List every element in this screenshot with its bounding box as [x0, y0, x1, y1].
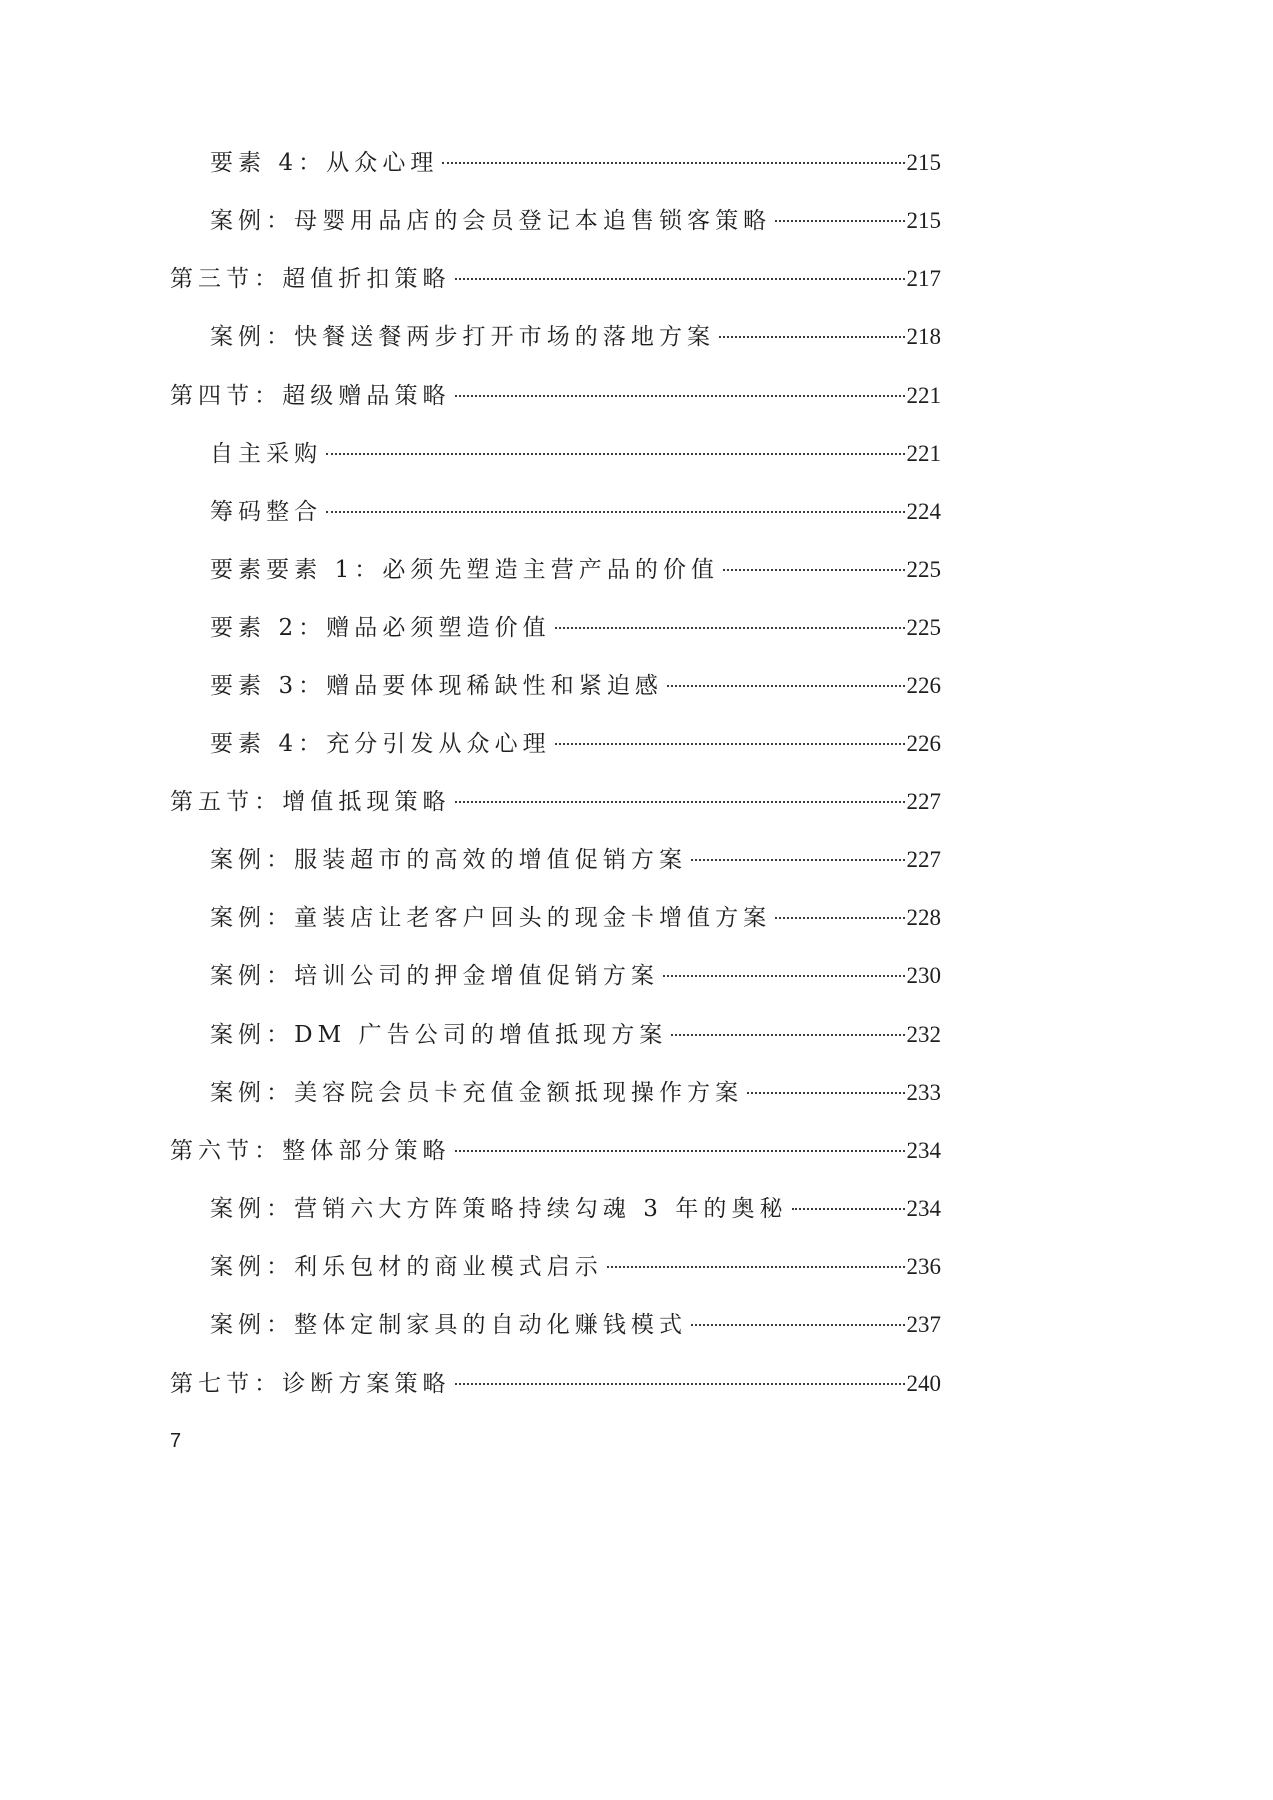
- page-number: 7: [170, 1430, 182, 1452]
- dot-leader: [455, 801, 905, 803]
- dot-leader: [326, 511, 904, 513]
- toc-entry-title: 要素 3：赠品要体现稀缺性和紧迫感: [210, 673, 663, 699]
- toc-entry-page: 215: [906, 208, 941, 233]
- toc-entry-page: 221: [906, 383, 941, 408]
- toc-entry-title: 案例：童装店让老客户回头的现金卡增值方案: [210, 905, 772, 931]
- toc-entry[interactable]: [210, 553, 941, 587]
- dot-leader: [555, 627, 905, 629]
- toc-entry-page: 218: [906, 324, 941, 349]
- toc-entry-page: 226: [906, 731, 941, 756]
- dot-leader: [723, 569, 904, 571]
- toc-entry[interactable]: [170, 262, 941, 296]
- toc-entry-title: 第四节：超级赠品策略: [170, 383, 451, 409]
- dot-leader: [775, 917, 904, 919]
- dot-leader: [747, 1092, 904, 1094]
- toc-entry[interactable]: [210, 495, 941, 529]
- dot-leader: [326, 453, 904, 455]
- toc-entry-title: 筹码整合: [210, 499, 323, 525]
- toc-entry[interactable]: [170, 1367, 941, 1401]
- toc-entry-title: 案例：整体定制家具的自动化赚钱模式: [210, 1312, 688, 1338]
- toc-entry-page: 232: [906, 1022, 941, 1047]
- toc-entry[interactable]: [210, 1076, 941, 1110]
- toc-entry-title: 要素 4：从众心理: [210, 150, 439, 176]
- toc-entry[interactable]: [210, 1308, 941, 1342]
- toc-entry[interactable]: [210, 320, 941, 354]
- dot-leader: [455, 1150, 905, 1152]
- dot-leader: [775, 220, 904, 222]
- toc-entry[interactable]: [210, 437, 941, 471]
- toc-entry-title: 案例：利乐包材的商业模式启示: [210, 1254, 603, 1280]
- toc-entry-title: 第六节：整体部分策略: [170, 1138, 451, 1164]
- toc-entry[interactable]: [210, 146, 941, 180]
- dot-leader: [719, 336, 904, 338]
- dot-leader: [555, 743, 905, 745]
- toc-entry-page: 230: [906, 963, 941, 988]
- toc-entry-page: 217: [906, 266, 941, 291]
- toc-entry-title: 案例：服装超市的高效的增值促销方案: [210, 847, 688, 873]
- toc-entry[interactable]: [210, 1018, 941, 1052]
- toc-entry-page: 228: [906, 905, 941, 930]
- toc-entry-page: 227: [906, 789, 941, 814]
- toc-entry-page: 225: [906, 615, 941, 640]
- toc-entry[interactable]: [210, 1250, 941, 1284]
- toc-entry-title: 自主采购: [210, 441, 323, 467]
- toc-entry-title: 案例：快餐送餐两步打开市场的落地方案: [210, 324, 716, 350]
- toc-entry-page: 234: [906, 1138, 941, 1163]
- dot-leader: [455, 278, 905, 280]
- toc-entry-title: 第三节：超值折扣策略: [170, 266, 451, 292]
- toc-entry[interactable]: [170, 785, 941, 819]
- toc-entry[interactable]: [210, 843, 941, 877]
- dot-leader: [455, 395, 905, 397]
- toc-entry[interactable]: [210, 727, 941, 761]
- toc-entry[interactable]: [210, 611, 941, 645]
- toc-entry-page: 224: [906, 499, 941, 524]
- toc-entry[interactable]: [210, 959, 941, 993]
- dot-leader: [792, 1208, 905, 1210]
- toc-entry[interactable]: [170, 379, 941, 413]
- toc-entry-title: 案例：美容院会员卡充值金额抵现操作方案: [210, 1080, 744, 1106]
- toc-entry-title: 案例：母婴用品店的会员登记本追售锁客策略: [210, 208, 772, 234]
- toc-entry-page: 225: [906, 557, 941, 582]
- dot-leader: [691, 1324, 904, 1326]
- toc-entry-title: 第五节：增值抵现策略: [170, 789, 451, 815]
- toc-entry-title: 要素 4：充分引发从众心理: [210, 731, 551, 757]
- dot-leader: [691, 859, 904, 861]
- toc-entry-page: 227: [906, 847, 941, 872]
- toc-entry[interactable]: [170, 1134, 941, 1168]
- toc-entry-page: 237: [906, 1312, 941, 1337]
- toc-entry[interactable]: [210, 204, 941, 238]
- dot-leader: [667, 685, 905, 687]
- toc-entry-page: 221: [906, 441, 941, 466]
- dot-leader: [455, 1383, 905, 1385]
- dot-leader: [671, 1034, 904, 1036]
- toc-entry-title: 案例：DM 广告公司的增值抵现方案: [210, 1022, 668, 1048]
- toc-entry-title: 案例：营销六大方阵策略持续勾魂 3 年的奥秘: [210, 1196, 788, 1222]
- dot-leader: [663, 975, 905, 977]
- toc-entry-title: 第七节：诊断方案策略: [170, 1371, 451, 1397]
- toc-entry[interactable]: [210, 669, 941, 703]
- toc-entry-title: 案例：培训公司的押金增值促销方案: [210, 963, 659, 989]
- toc-entry-page: 234: [906, 1196, 941, 1221]
- toc-entry-page: 240: [906, 1371, 941, 1396]
- dot-leader: [442, 162, 904, 164]
- toc-entry-title: 要素 2：赠品必须塑造价值: [210, 615, 551, 641]
- toc-entry[interactable]: [210, 1192, 941, 1226]
- dot-leader: [607, 1266, 905, 1268]
- toc-entry-page: 215: [906, 150, 941, 175]
- toc-entry-title: 要素要素 1：必须先塑造主营产品的价值: [210, 557, 720, 583]
- toc-entry-page: 226: [906, 673, 941, 698]
- toc-entry[interactable]: [210, 901, 941, 935]
- toc-entry-page: 233: [906, 1080, 941, 1105]
- toc-entry-page: 236: [906, 1254, 941, 1279]
